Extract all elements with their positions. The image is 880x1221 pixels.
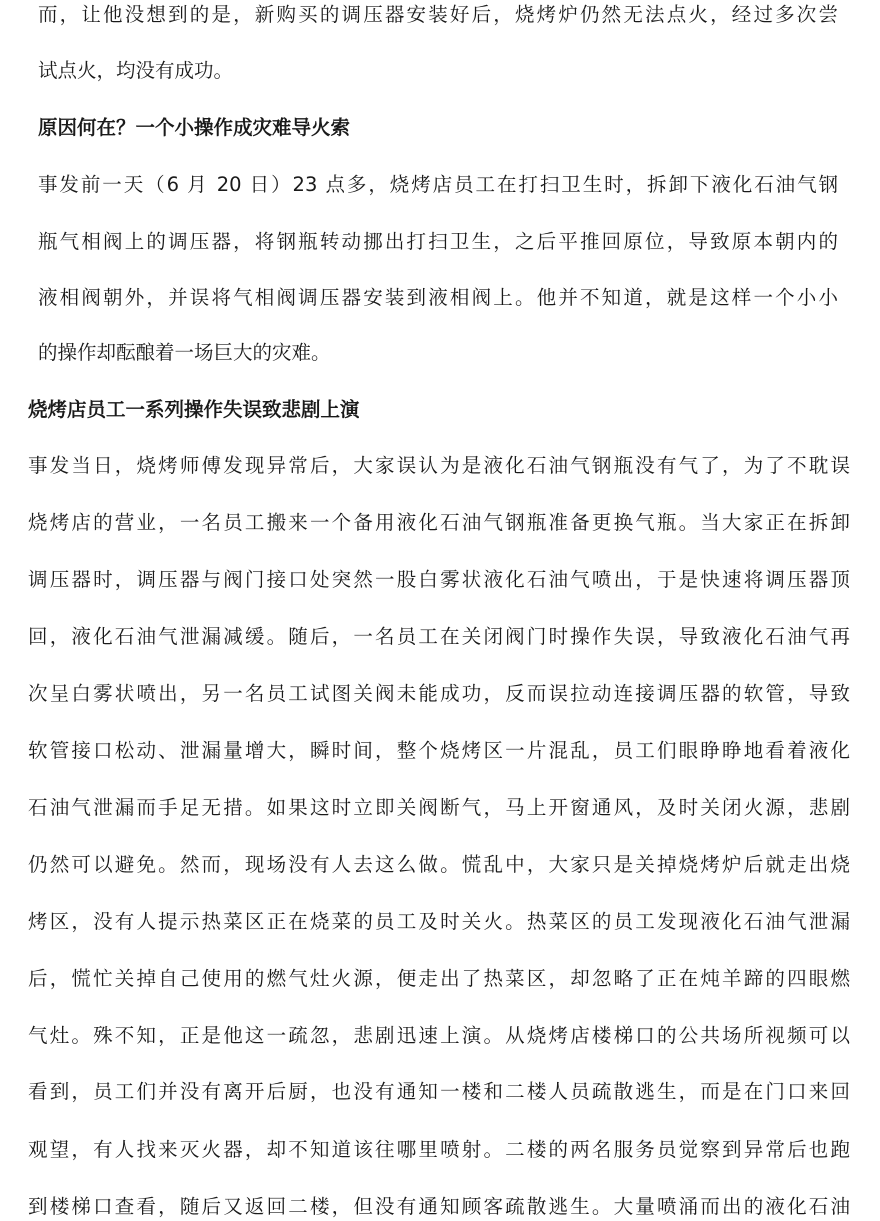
section-heading: 原因何在？一个小操作成灾难导火索: [38, 116, 351, 139]
paragraph-line: 回，液化石油气泄漏减缓。随后，一名员工在关闭阀门时操作失误，导致液化石油气再: [28, 625, 850, 648]
paragraph-line: 软管接口松动、泄漏量增大，瞬时间，整个烧烤区一片混乱，员工们眼睁睁地看着液化: [28, 739, 850, 762]
paragraph-line: 液相阀朝外，并误将气相阀调压器安装到液相阀上。他并不知道，就是这样一个小小: [38, 286, 838, 309]
paragraph-line: 事发前一天（6 月 20 日）23 点多，烧烤店员工在打扫卫生时，拆卸下液化石油气钢: [38, 173, 838, 196]
paragraph-line: 看到，员工们并没有离开后厨，也没有通知一楼和二楼人员疏散逃生，而是在门口来回: [28, 1080, 850, 1103]
paragraph-line: 次呈白雾状喷出，另一名员工试图关阀未能成功，反而误拉动连接调压器的软管，导致: [28, 682, 850, 705]
paragraph-line: 瓶气相阀上的调压器，将钢瓶转动挪出打扫卫生，之后平推回原位，导致原本朝内的: [38, 230, 838, 253]
section-heading: 烧烤店员工一系列操作失误致悲剧上演: [28, 398, 360, 421]
paragraph-line: 烧烤店的营业，一名员工搬来一个备用液化石油气钢瓶准备更换气瓶。当大家正在拆卸: [28, 511, 850, 534]
paragraph-line: 气灶。殊不知，正是他这一疏忽，悲剧迅速上演。从烧烤店楼梯口的公共场所视频可以: [28, 1024, 850, 1047]
paragraph-line: 而，让他没想到的是，新购买的调压器安装好后，烧烤炉仍然无法点火，经过多次尝: [38, 3, 838, 26]
paragraph-line: 的操作却酝酿着一场巨大的灾难。: [38, 341, 331, 364]
paragraph-line: 事发当日，烧烤师傅发现异常后，大家误认为是液化石油气钢瓶没有气了，为了不耽误: [28, 454, 850, 477]
paragraph-line: 仍然可以避免。然而，现场没有人去这么做。慌乱中，大家只是关掉烧烤炉后就走出烧: [28, 853, 850, 876]
paragraph-line: 到楼梯口查看，随后又返回二楼，但没有通知顾客疏散逃生。大量喷涌而出的液化石油: [28, 1195, 850, 1218]
paragraph-line: 试点火，均没有成功。: [38, 59, 234, 82]
paragraph-line: 烤区，没有人提示热菜区正在烧菜的员工及时关火。热菜区的员工发现液化石油气泄漏: [28, 910, 850, 933]
paragraph-line: 观望，有人找来灭火器，却不知道该往哪里喷射。二楼的两名服务员觉察到异常后也跑: [28, 1138, 850, 1161]
paragraph-line: 调压器时，调压器与阀门接口处突然一股白雾状液化石油气喷出，于是快速将调压器顶: [28, 568, 850, 591]
paragraph-line: 后，慌忙关掉自己使用的燃气灶火源，便走出了热菜区，却忽略了正在炖羊蹄的四眼燃: [28, 967, 850, 990]
paragraph-line: 石油气泄漏而手足无措。如果这时立即关阀断气，马上开窗通风，及时关闭火源，悲剧: [28, 796, 850, 819]
